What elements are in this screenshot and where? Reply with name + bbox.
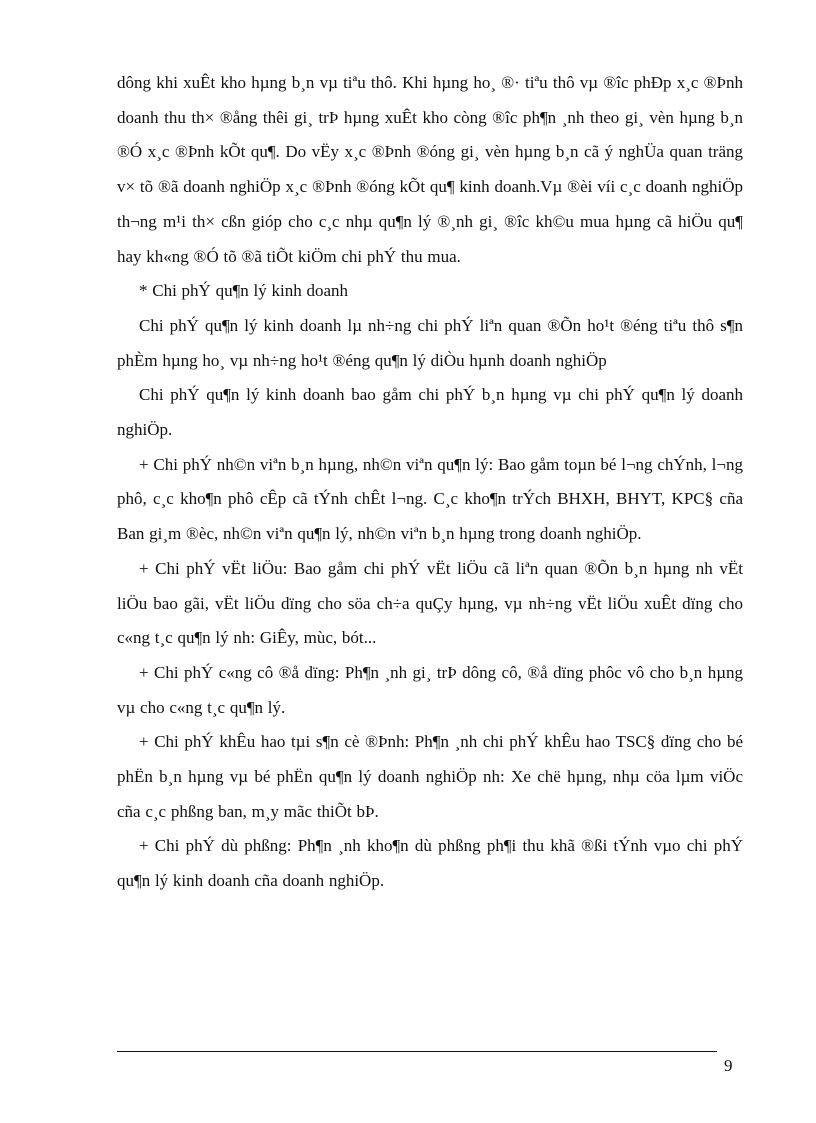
paragraph-definition: Chi phÝ qu¶n lý kinh doanh lµ nh÷ng chi phÝ liªn quan ®Õn ho¹t ®éng tiªu thô s¶n phÈm hµng ho¸ vµ nh÷ng ho¹t ®éng qu¶n lý diÒu hµnh doanh nghiÖp xyxy=(117,315,743,370)
section-heading: * Chi phÝ qu¶n lý kinh doanh xyxy=(139,281,349,301)
list-item-tool-cost: + Chi phÝ c«ng cô ®å dïng: Ph¶n ¸nh gi¸ trÞ dông cô, ®å dïng phôc vô cho b¸n hµng vµ cho c«ng t¸c qu¶n lý. xyxy=(117,662,743,717)
paragraph-continuation: dông khi xuÊt kho hµng b¸n vµ tiªu thô. Khi hµng ho¸ ®· tiªu thô vµ ®îc phÐp x¸c ®Þnh doanh thu th× ®ång thêi gi¸ trÞ hµng xuÊt kho còng ®îc ph¶n ¸nh theo gi¸ vèn hµng b¸n ®Ó x¸c ®Þnh kÕt qu¶. Do vËy x¸c ®Þnh ®óng gi¸ vèn hµng b¸n cã ý nghÜa quan träng v× tõ ®ã doanh nghiÖp x¸c ®Þnh ®óng kÕt qu¶ kinh doanh.Vµ ®èi víi c¸c doanh nghiÖp th¬ng m¹i th× cßn gióp cho c¸c nhµ qu¶n lý ®¸nh gi¸ ®îc kh©u mua hµng cã hiÖu qu¶ hay kh«ng ®Ó tõ ®ã tiÕt kiÖm chi phÝ thu mua. xyxy=(117,73,743,266)
footer-divider xyxy=(117,1051,717,1052)
list-item-provision-cost: + Chi phÝ dù phßng: Ph¶n ¸nh kho¶n dù phßng ph¶i thu khã ®ßi tÝnh vµo chi phÝ qu¶n lý kinh doanh cña doanh nghiÖp. xyxy=(117,836,743,891)
paragraph-composition: Chi phÝ qu¶n lý kinh doanh bao gåm chi phÝ b¸n hµng vµ chi phÝ qu¶n lý doanh nghiÖp. xyxy=(117,385,743,440)
document-body xyxy=(117,66,743,899)
page-number: 9 xyxy=(724,1056,733,1075)
list-item-staff-cost: + Chi phÝ nh©n viªn b¸n hµng, nh©n viªn qu¶n lý: Bao gåm toµn bé l¬ng chÝnh, l¬ng phô, c¸c kho¶n phô cÊp cã tÝnh chÊt l¬ng. C¸c kho¶n trÝch BHXH, BHYT, KPC§ cña Ban gi¸m ®èc, nh©n viªn qu¶n lý, nh©n viªn b¸n hµng trong doanh nghiÖp. xyxy=(117,454,743,544)
list-item-material-cost: + Chi phÝ vËt liÖu: Bao gåm chi phÝ vËt liÖu cã liªn quan ®Õn b¸n hµng nh vËt liÖu bao gãi, vËt liÖu dïng cho söa ch÷a quÇy hµng, vµ nh÷ng vËt liÖu xuÊt dïng cho c«ng t¸c qu¶n lý nh: GiÊy, mùc, bót... xyxy=(117,558,743,648)
list-item-depreciation-cost: + Chi phÝ khÊu hao tµi s¶n cè ®Þnh: Ph¶n ¸nh chi phÝ khÊu hao TSC§ dïng cho bé phËn b¸n hµng vµ bé phËn qu¶n lý doanh nghiÖp nh: Xe chë hµng, nhµ cöa lµm viÖc cña c¸c phßng ban, m¸y mãc thiÕt bÞ. xyxy=(117,732,743,821)
